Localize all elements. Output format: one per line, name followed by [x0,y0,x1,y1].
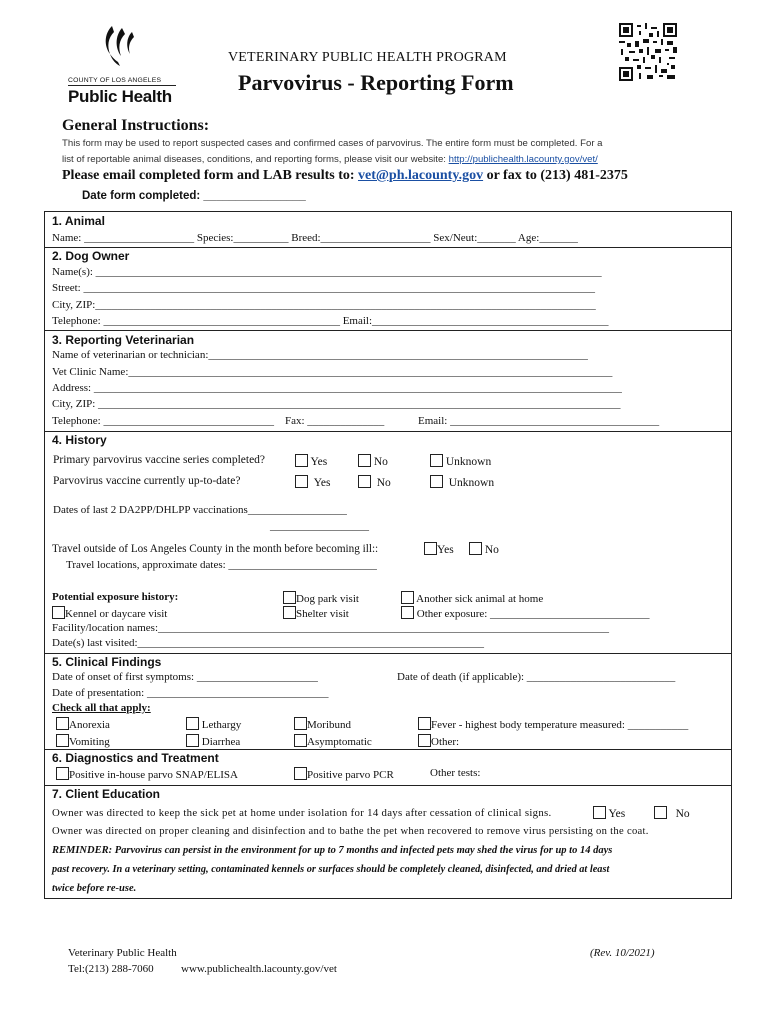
section-divider [44,653,732,654]
fever-label: Fever - highest body temperature measured: ___________ [431,719,689,731]
yes-label: Yes [437,544,454,556]
unknown-label: Unknown [445,456,492,468]
pcr-label: Positive parvo PCR [307,769,394,781]
checkbox[interactable] [186,717,199,730]
unknown-label: Unknown [448,477,495,489]
reminder-line-2: past recovery. In a veterinary setting, contaminated kennels or surfaces should be completely cleaned, disinfected, and dried at least [52,864,610,875]
checkbox[interactable] [283,591,296,604]
exposure-heading: Potential exposure history: [52,591,179,603]
vaccine-uptodate-unknown[interactable] [430,475,494,489]
owner-phone-email-field[interactable]: Telephone: ___________________________________________ Email:___________________________________________ [52,315,609,327]
checkbox[interactable] [418,717,431,730]
vaccine-series-unknown[interactable] [430,454,491,468]
exposure-shelter[interactable] [283,606,349,620]
vaccination-dates-label: Dates of last 2 DA2PP/DHLPP vaccinations [53,504,248,516]
section-vet-title: 3. Reporting Veterinarian [52,333,195,347]
symptom-other[interactable] [418,734,459,748]
checkbox[interactable] [294,734,307,747]
exposure-dogpark[interactable] [283,591,359,605]
symptom-diarrhea[interactable] [186,734,240,748]
diarrhea-label: Diarrhea [201,736,241,748]
checkbox[interactable] [295,475,308,488]
checkbox[interactable] [295,454,308,467]
symptom-fever[interactable] [418,717,688,731]
diagnostic-pcr[interactable] [294,767,394,781]
date-completed-field[interactable]: Date form completed: ________________ [82,190,306,202]
yes-label: Yes [310,456,328,468]
vaccine-uptodate-yes[interactable] [295,475,330,489]
vomiting-label: Vomiting [69,736,110,748]
section-divider [44,785,732,786]
symptom-vomiting[interactable] [56,734,110,748]
qr-code-icon [619,23,677,81]
public-health-logo-icon [98,24,138,68]
yes-label: Yes [608,808,626,820]
travel-no[interactable] [469,542,499,556]
vaccine-series-yes[interactable] [295,454,327,468]
vaccine-series-no[interactable] [358,454,388,468]
travel-yes[interactable] [424,542,454,556]
owner-street-field[interactable]: Street: _____________________________________________________________________________________________ [52,282,595,294]
sick-animal-label: Another sick animal at home [416,593,544,605]
section-owner-title: 2. Dog Owner [52,249,130,263]
death-date-field[interactable]: Date of death (if applicable): ___________________________ [397,671,676,683]
no-label: No [373,456,388,468]
anorexia-label: Anorexia [69,719,110,731]
reminder-line-3: twice before re-use. [52,883,137,894]
facility-names-field[interactable]: Facility/location names:__________________________________________________________________________________ [52,622,610,634]
isolation-no[interactable] [654,806,690,820]
section-history-title: 4. History [52,433,107,447]
presentation-date-field[interactable]: Date of presentation: _________________________________ [52,687,329,699]
other-symptom-label: Other: [431,736,460,748]
section-divider [44,330,732,331]
logo-org-text: Public Health [68,87,172,106]
checkbox[interactable] [430,475,443,488]
checkbox[interactable] [52,606,65,619]
last-visited-field[interactable]: Date(s) last visited:_______________________________________________________________ [52,637,485,649]
vaccination-date-1-line[interactable]: __________________ [247,504,347,516]
vet-email-field[interactable]: Email: ______________________________________ [418,415,660,427]
checkbox[interactable] [424,542,437,555]
checkbox[interactable] [56,717,69,730]
exposure-other[interactable] [401,606,650,620]
email-instruction-pre: Please email completed form and LAB results to: [62,168,355,183]
vaccination-date-2-line[interactable]: __________________ [270,520,369,532]
instructions-line-1: This form may be used to report suspected cases and confirmed cases of parvovirus. The entire form must be completed. For a [62,138,603,149]
county-logo [68,24,176,107]
checkbox[interactable] [401,591,414,604]
owner-names-field[interactable]: Name(s): ____________________________________________________________________________________________ [52,266,602,278]
reminder-line-1: REMINDER: Parvovirus can persist in the environment for up to 7 months and infected pets may shed the virus for up to 14 days [52,845,613,856]
section-divider [44,247,732,248]
travel-question: Travel outside of Los Angeles County in the month before becoming ill:: [52,543,379,555]
checkbox[interactable] [593,806,606,819]
isolation-yes[interactable] [593,806,625,820]
exposure-sick-animal[interactable] [401,591,543,605]
vaccine-series-question: Primary parvovirus vaccine series completed? [53,454,266,466]
section-education-title: 7. Client Education [52,787,161,801]
email-instruction [62,168,628,184]
vet-clinic-field[interactable]: Vet Clinic Name:________________________________________________________________________________________ [52,366,613,378]
vet-phone-field[interactable]: Telephone: _______________________________ [52,415,274,427]
website-link[interactable]: http://publichealth.lacounty.gov/vet/ [448,154,598,165]
checkbox[interactable] [654,806,667,819]
instructions-line-2-text: list of reportable animal diseases, conditions, and reporting forms, please visit our website: [62,154,446,165]
shelter-label: Shelter visit [296,608,349,620]
instructions-heading: General Instructions: [62,117,210,134]
checkbox[interactable] [430,454,443,467]
vet-city-field[interactable]: City, ZIP: _______________________________________________________________________________________________ [52,398,621,410]
diagnostic-snap[interactable] [56,767,238,781]
vaccine-uptodate-question: Parvovirus vaccine currently up-to-date? [53,475,241,487]
kennel-label: Kennel or daycare visit [65,608,168,620]
checkbox[interactable] [186,734,199,747]
vet-name-field[interactable]: Name of veterinarian or technician:_____________________________________________________________________ [52,349,588,361]
moribund-label: Moribund [307,719,351,731]
logo-county-text: COUNTY OF LOS ANGELES [68,77,176,86]
symptom-moribund[interactable] [294,717,351,731]
snap-label: Positive in-house parvo SNAP/ELISA [69,769,238,781]
footer-website[interactable]: www.publichealth.lacounty.gov/vet [181,963,337,975]
section-divider [44,749,732,750]
cleaning-statement: Owner was directed on proper cleaning and disinfection and to bathe the pet when recovered to remove virus persisting on the coat. [52,826,649,837]
owner-city-field[interactable]: City, ZIP:___________________________________________________________________________________________ [52,299,596,311]
checkbox[interactable] [294,717,307,730]
yes-label: Yes [313,477,331,489]
checkbox[interactable] [401,606,414,619]
animal-fields[interactable]: Name: ____________________ Species:__________ Breed:____________________ Sex/Neut:_______ Age:_______ [52,232,578,244]
vet-address-field[interactable]: Address: ________________________________________________________________________________________________ [52,382,622,394]
section-clinical-title: 5. Clinical Findings [52,655,162,669]
checkbox[interactable] [358,475,371,488]
checkbox[interactable] [56,767,69,780]
onset-date-field[interactable]: Date of onset of first symptoms: ______________________ [52,671,318,683]
symptom-anorexia[interactable] [56,717,110,731]
checkbox[interactable] [469,542,482,555]
vaccine-uptodate-no[interactable] [358,475,391,489]
asymptomatic-label: Asymptomatic [307,736,372,748]
checkbox[interactable] [294,767,307,780]
program-name: VETERINARY PUBLIC HEALTH PROGRAM [228,50,507,65]
email-link[interactable]: vet@ph.lacounty.gov [358,168,484,183]
section-divider [44,431,732,432]
instructions-line-2 [62,154,598,165]
page-title: Parvovirus - Reporting Form [238,70,514,95]
checkbox[interactable] [358,454,371,467]
exposure-kennel[interactable] [52,606,167,620]
footer-revision: (Rev. 10/2021) [590,947,655,959]
vet-fax-field[interactable]: Fax: ______________ [285,415,385,427]
no-label: No [484,544,499,556]
section-animal-title: 1. Animal [52,214,105,228]
check-all-heading: Check all that apply: [52,702,151,714]
no-label: No [675,808,690,820]
checkbox[interactable] [283,606,296,619]
lethargy-label: Lethargy [201,719,242,731]
footer-org: Veterinary Public Health [68,947,177,959]
fax-number: or fax to (213) 481-2375 [486,168,628,183]
checkbox[interactable] [418,734,431,747]
no-label: No [376,477,391,489]
other-exposure-label: Other exposure: _____________________________ [416,608,650,620]
symptom-asymptomatic[interactable] [294,734,372,748]
travel-locations-field[interactable]: Travel locations, approximate dates: ___________________________ [66,559,377,571]
footer-phone: Tel:(213) 288-7060 [68,963,154,975]
checkbox[interactable] [56,734,69,747]
vaccination-dates-field[interactable] [53,504,347,516]
section-diagnostics-title: 6. Diagnostics and Treatment [52,751,219,765]
other-tests-field[interactable]: Other tests: [430,767,481,779]
dogpark-label: Dog park visit [296,593,359,605]
isolation-question: Owner was directed to keep the sick pet at home under isolation for 14 days after cessation of clinical signs. [52,807,552,819]
symptom-lethargy[interactable] [186,717,241,731]
